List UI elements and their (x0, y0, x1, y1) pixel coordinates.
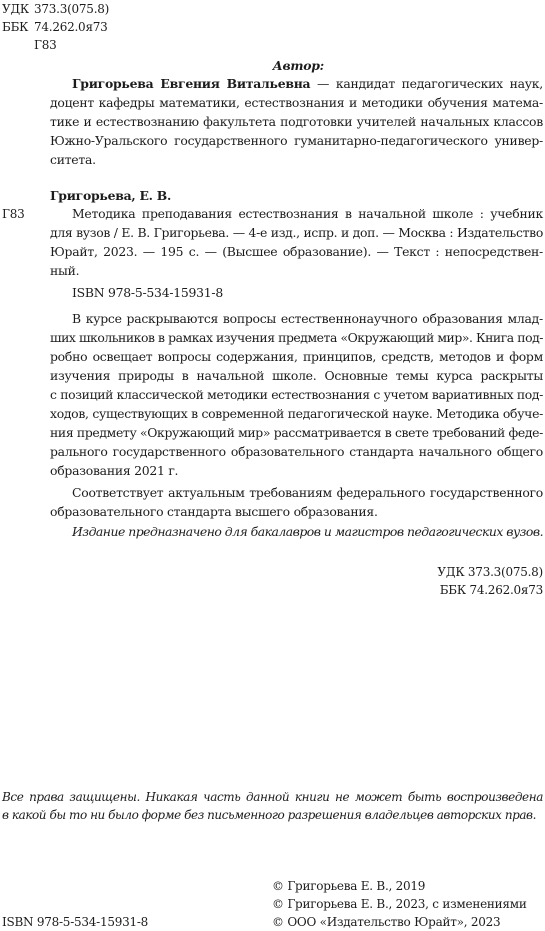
catalog-line-2: для вузов / Е. В. Григорьева. — 4-е изд., испр. и доп. — Москва : Издательство (50, 225, 543, 240)
author-sign-top: Г83 (34, 38, 57, 52)
bbk-label: ББК (2, 20, 29, 34)
catalog-line-3: Юрайт, 2023. — 195 с. — (Высшее образование). — Текст : непосредствен- (50, 244, 543, 259)
rights-line-1: Все права защищены. Никакая часть данной книги не может быть воспроизведена (2, 790, 543, 804)
rights-line-2: в какой бы то ни было форме без письменного разрешения владельцев авторских прав. (2, 808, 536, 822)
author-sign-catalog: Г83 (2, 207, 25, 221)
bottom-bbk: ББК 74.262.0я73 (439, 583, 543, 597)
author-bio-line-4: Южно-Уральского государственного гуманитарно-педагогического универ- (50, 133, 543, 148)
catalog-isbn: ISBN 978-5-534-15931-8 (72, 285, 223, 300)
udk-row (2, 0, 202, 18)
author-bio-line-2: доцент кафедры математики, естествознания и методики обучения матема- (50, 95, 543, 110)
bbk-row (2, 18, 202, 36)
author-bio-line-3: тике и естествознанию факультета подготовки учителей начальных классов (50, 114, 543, 129)
author-bio-rest: — кандидат педагогических наук, (310, 76, 543, 91)
udk-value: 373.3(075.8) (34, 2, 110, 16)
annotation-line-2: ших школьников в рамках изучения предмета «Окружающий мир». Книга под- (50, 330, 543, 345)
copyright-1: © Григорьева Е. В., 2019 (272, 879, 426, 893)
annotation-line-8: рального государственного образовательного стандарта начального общего (50, 444, 543, 459)
annotation-line-1: В курсе раскрываются вопросы естественнонаучного образования млад- (72, 311, 543, 326)
copyright-2: © Григорьева Е. В., 2023, с изменениями (272, 897, 527, 911)
udk-label: УДК (2, 2, 29, 16)
annotation-line-7: ния предмету «Окружающий мир» рассматривается в свете требований феде- (50, 425, 543, 440)
bbk-value: 74.262.0я73 (34, 20, 108, 34)
annotation-line-3: робно освещает вопросы содержания, принципов, средств, методов и форм (50, 349, 543, 364)
catalog-line-4: ный. (50, 263, 80, 278)
author-bio-line-5: ситета. (50, 152, 96, 167)
annotation-line-9: образования 2021 г. (50, 463, 179, 478)
footer-isbn: ISBN 978-5-534-15931-8 (2, 915, 149, 929)
standard-line-2: образовательного стандарта высшего образования. (50, 504, 378, 519)
author-bio-name: Григорьева Евгения Витальевна (72, 76, 311, 91)
copyright-3: © ООО «Издательство Юрайт», 2023 (272, 915, 501, 929)
catalog-line-1: Методика преподавания естествознания в начальной школе : учебник (72, 206, 543, 221)
author-bio-line-1 (72, 75, 543, 93)
catalog-heading: Григорьева, Е. В. (50, 188, 172, 203)
standard-line-1: Соответствует актуальным требованиям федерального государственного (72, 485, 543, 500)
audience-note: Издание предназначено для бакалавров и магистров педагогических вузов. (72, 524, 544, 539)
author-heading: Автор: (272, 58, 324, 73)
bottom-udk: УДК 373.3(075.8) (437, 565, 543, 579)
annotation-line-5: с позиций классической методики естествознания с учетом вариативных под- (50, 387, 543, 402)
annotation-line-6: ходов, существующих в современной педагогической науке. Методика обуче- (50, 406, 543, 421)
annotation-line-4: изучения природы в начальной школе. Основные темы курса раскрыты (50, 368, 543, 383)
